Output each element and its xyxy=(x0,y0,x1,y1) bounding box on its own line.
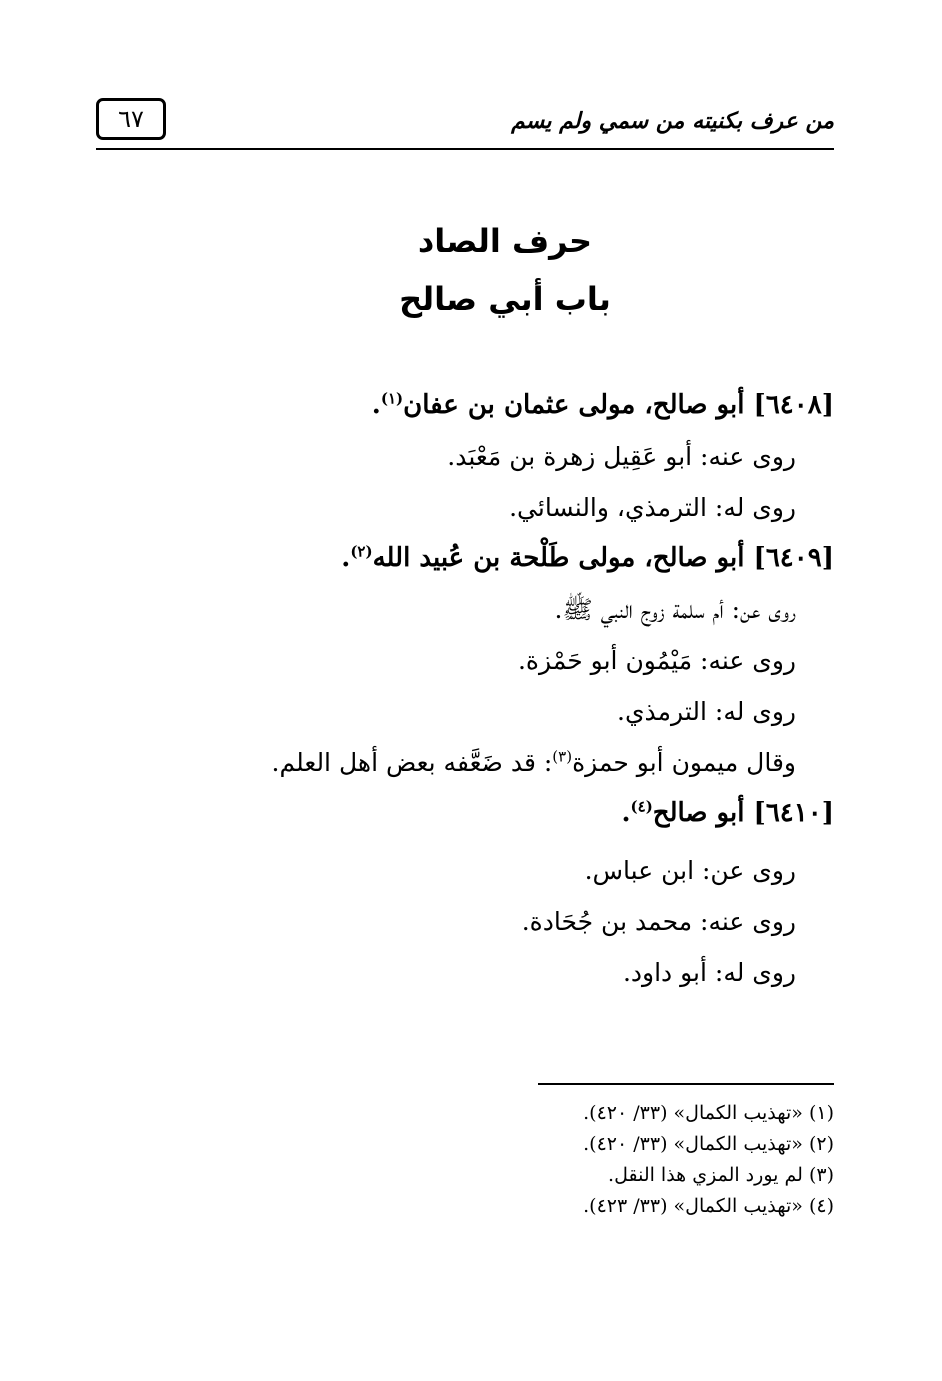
entry-number: [٦٤١٠] xyxy=(753,798,834,828)
entry-heading xyxy=(194,788,834,839)
narration-line: روى عنه: محمد بن جُحَادة. xyxy=(521,907,796,936)
footnote-ref: (٣) xyxy=(552,747,573,766)
note-text: وقال ميمون أبو حمزة xyxy=(572,748,796,777)
chapter-title: حرف الصاد xyxy=(417,222,593,260)
narration-line: روى عنه: أبو عَقِيل زهرة بن مَعْبَد. xyxy=(447,442,796,471)
section-title: باب أبي صالح xyxy=(399,280,611,318)
narration-line: روى عن: ابن عباس. xyxy=(584,856,796,885)
footnote-ref: (١) xyxy=(380,389,404,408)
entry-name: أبو صالح، مولى عثمان بن عفان xyxy=(403,390,745,420)
footnote: (١) «تهذيب الكمال» (٣٣/ ٤٢٠). xyxy=(583,1102,834,1124)
footnote-ref: (٢) xyxy=(350,542,373,561)
entry-name: أبو صالح، مولى طَلْحة بن عُبيد الله xyxy=(372,543,745,573)
narration-line: روى له: الترمذي. xyxy=(617,697,796,726)
footnote-rule xyxy=(538,1083,834,1085)
footnote: (٤) «تهذيب الكمال» (٣٣/ ٤٢٣). xyxy=(583,1195,834,1217)
note-text: : قد ضَعَّفه بعض أهل العلم. xyxy=(271,748,553,777)
entry-heading xyxy=(194,533,834,584)
footnotes xyxy=(434,1098,834,1222)
footnote: (٢) «تهذيب الكمال» (٣٣/ ٤٢٠). xyxy=(583,1133,834,1155)
entry-number: [٦٤٠٩] xyxy=(753,543,834,573)
entry-heading xyxy=(194,380,834,431)
entry-name: أبو صالح xyxy=(652,798,745,828)
entry-end: . xyxy=(341,543,351,573)
note-line xyxy=(194,737,834,788)
page-number: ٦٧ xyxy=(96,98,166,140)
header-rule xyxy=(96,148,834,150)
footnote: (٣) لم يورد المزي هذا النقل. xyxy=(608,1164,834,1186)
running-header xyxy=(96,94,834,152)
entries-body xyxy=(194,380,834,998)
narration-line: روى عن: أم سلمة زوج النبي ﷺ. xyxy=(554,595,796,624)
running-title: من عرف بكنيته من سمي ولم يسم xyxy=(511,108,834,134)
narration-line: روى له: أبو داود. xyxy=(622,958,796,987)
narration-line: روى عنه: مَيْمُون أبو حَمْزة. xyxy=(517,646,796,675)
entry-end: . xyxy=(371,390,381,420)
narration-line: روى له: الترمذي، والنسائي. xyxy=(509,493,796,522)
footnote-ref: (٤) xyxy=(630,797,653,816)
entry-end: . xyxy=(621,798,631,828)
entry-number: [٦٤٠٨] xyxy=(753,390,834,420)
